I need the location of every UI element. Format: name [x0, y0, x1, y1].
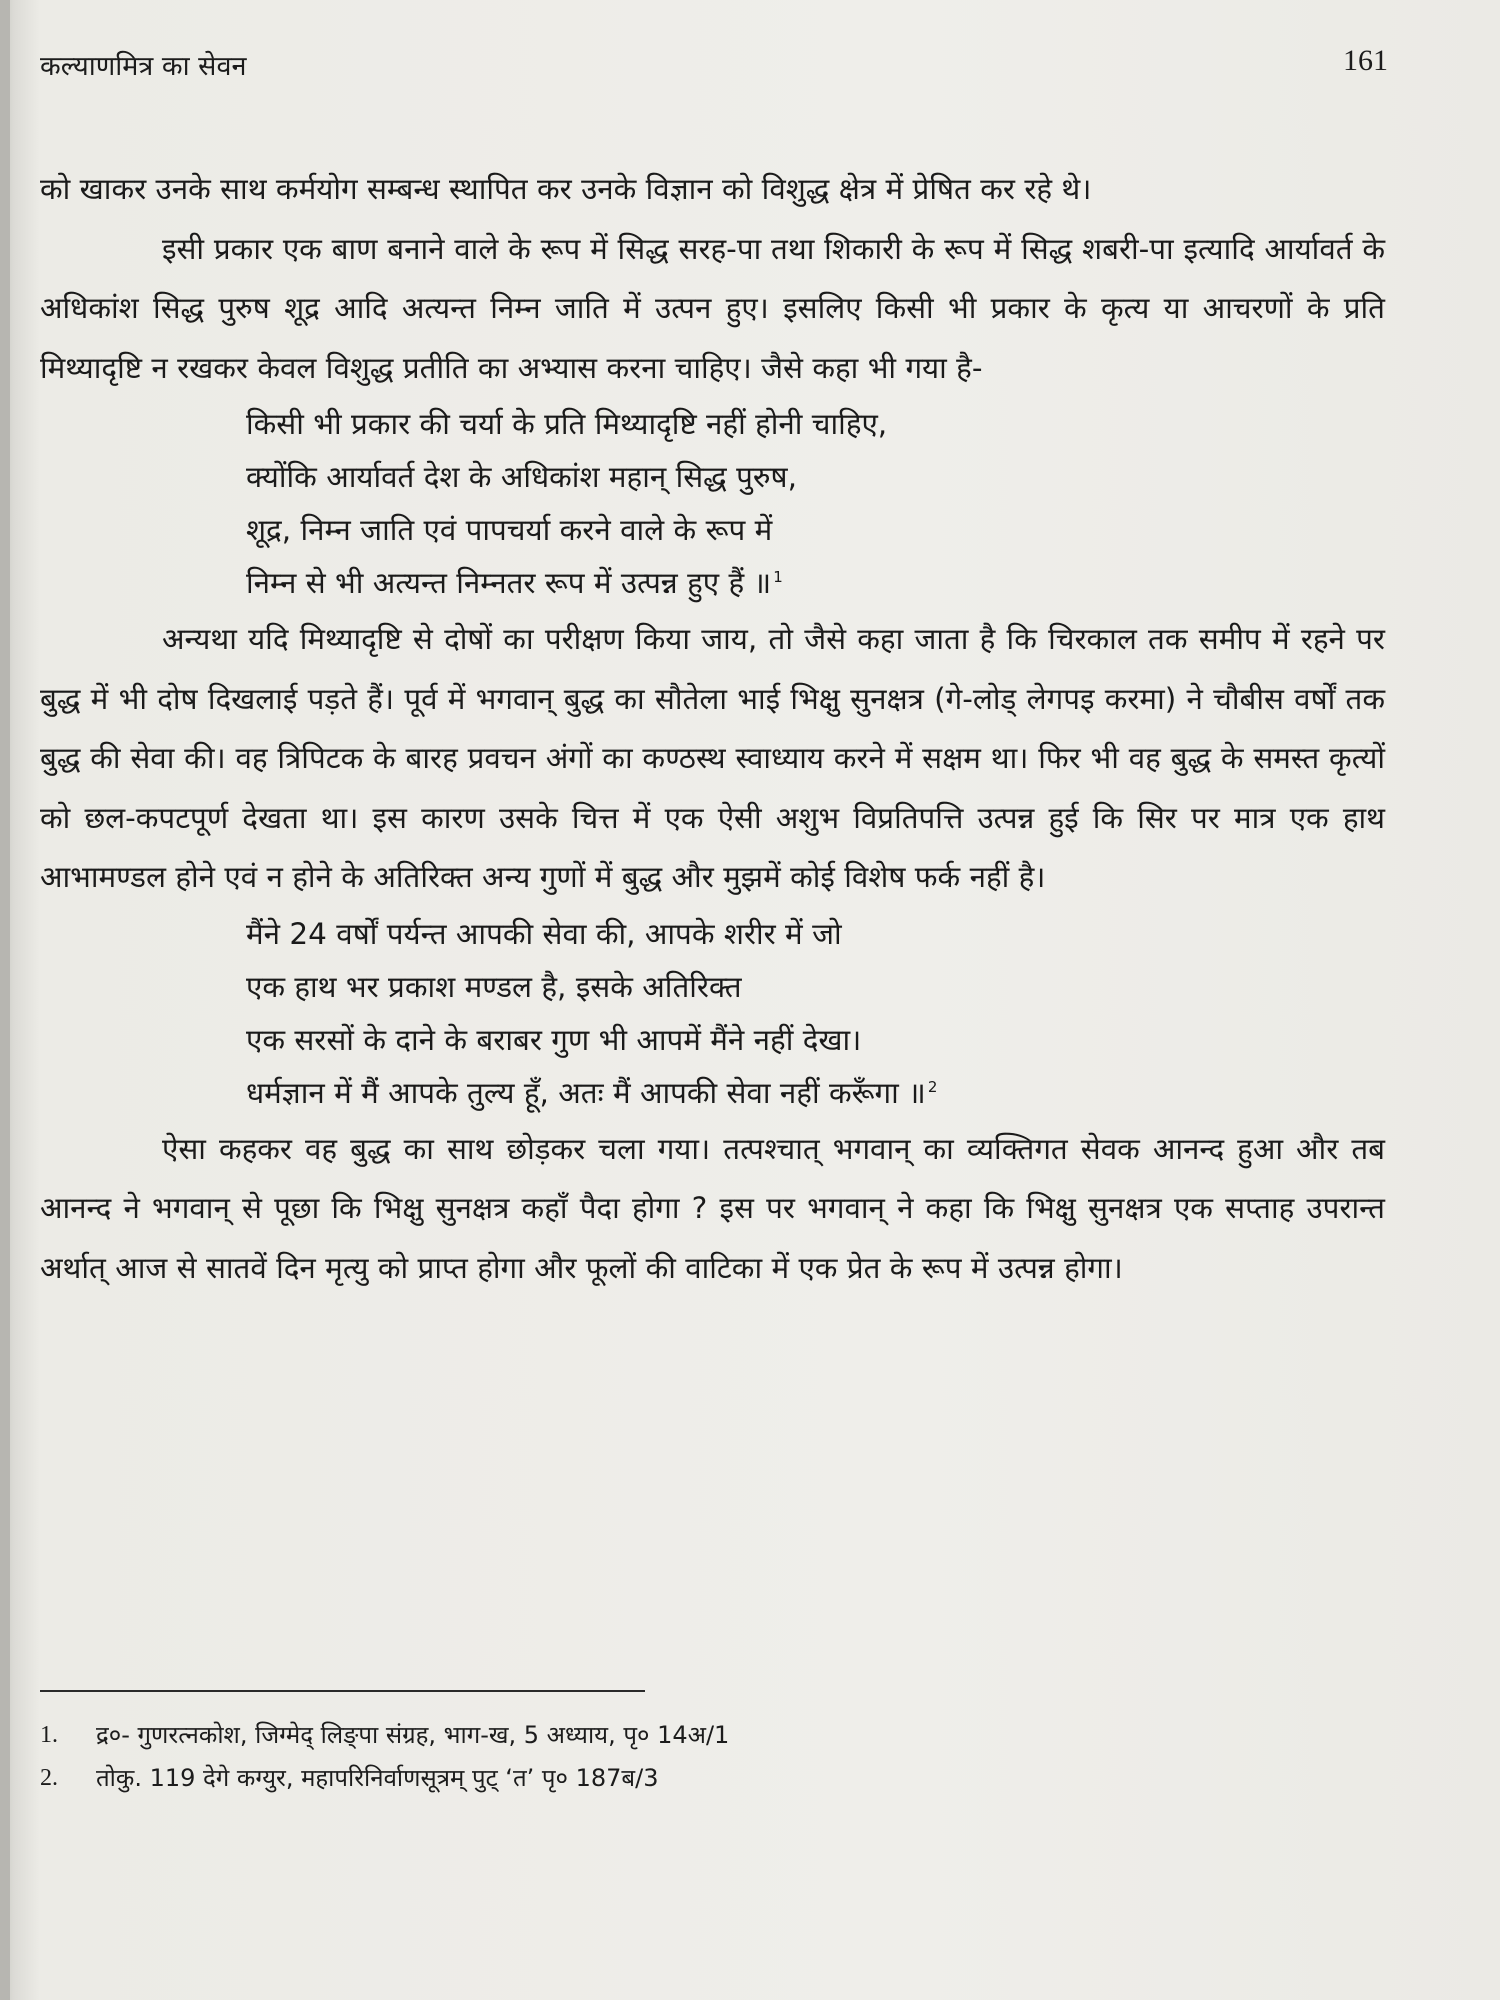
verse-quote-2 [40, 908, 1385, 1120]
footnote-ref-1[interactable]: 1 [773, 568, 783, 587]
verse-quote-1 [40, 398, 1385, 610]
page-gutter-shadow [0, 0, 10, 2000]
footnote-2-number: 2. [40, 1765, 58, 1791]
paragraph-3: अन्यथा यदि मिथ्यादृष्टि से दोषों का परीक्षण किया जाय, तो जैसे कहा जाता है कि चिरकाल तक समीप में रहने पर बुद्ध में भी दोष दिखलाई पड़ते हैं। पूर्व में भगवान् बुद्ध का सौतेला भाई भिक्षु सुनक्षत्र (गे-लोड् लेगपइ करमा) ने चौबीस वर्षों तक बुद्ध की सेवा की। वह त्रिपिटक के बारह प्रवचन अंगों का कण्ठस्थ स्वाध्याय करने में सक्षम था। फिर भी वह बुद्ध के समस्त कृत्यों को छल-कपटपूर्ण देखता था। इस कारण उसके चित्त में एक ऐसी अशुभ विप्रतिपत्ति उत्पन्न हुई कि सिर पर मात्र एक हाथ आभामण्डल होने एवं न होने के अतिरिक्त अन्य गुणों में बुद्ध और मुझमें कोई विशेष फर्क नहीं है। [40, 622, 1385, 894]
footnote-2-text: तोकु. 119 देगे कग्युर, महापरिनिर्वाणसूत्रम् पुट् ‘त’ पृ० 187ब/3 [96, 1764, 659, 1792]
verse-1-line-4: निम्न से भी अत्यन्त निम्नतर रूप में उत्पन्न हुए हैं ॥ [246, 566, 772, 600]
verse-1-line-4-wrap [246, 557, 1385, 610]
verse-1-line-1: किसी भी प्रकार की चर्या के प्रति मिथ्यादृष्टि नहीं होनी चाहिए, [246, 407, 888, 441]
verse-1-line-2: क्योंकि आर्यावर्त देश के अधिकांश महान् सिद्ध पुरुष, [246, 460, 797, 494]
page-number: 161 [1343, 44, 1388, 77]
verse-2-line-3: एक सरसों के दाने के बराबर गुण भी आपमें मैंने नहीं देखा। [246, 1022, 862, 1057]
footnotes [40, 1714, 1340, 1800]
footnote-1-text: द्र०- गुणरत्नकोश, जिग्मेद् लिङ्पा संग्रह, भाग-ख, 5 अध्याय, पृ० 14अ/1 [96, 1721, 730, 1749]
verse-2-line-4: धर्मज्ञान में मैं आपके तुल्य हूँ, अतः मैं आपकी सेवा नहीं करूँगा ॥ [246, 1075, 926, 1110]
footnote-1 [40, 1714, 1340, 1757]
verse-2-line-1: मैंने 24 वर्षों पर्यन्त आपकी सेवा की, आपके शरीर में जो [246, 916, 842, 951]
verse-1-line-3: शूद्र, निम्न जाति एवं पापचर्या करने वाले के रूप में [246, 513, 773, 547]
paragraph-4: ऐसा कहकर वह बुद्ध का साथ छोड़कर चला गया। तत्पश्चात् भगवान् का व्यक्तिगत सेवक आनन्द हुआ और तब आनन्द ने भगवान् से पूछा कि भिक्षु सुनक्षत्र कहाँ पैदा होगा ? इस पर भगवान् ने कहा कि भिक्षु सुनक्षत्र एक सप्ताह उपरान्त अर्थात् आज से सातवें दिन मृत्यु को प्राप्त होगा और फूलों की वाटिका में एक प्रेत के रूप में उत्पन्न होगा। [40, 1131, 1385, 1285]
footnote-2 [40, 1757, 1340, 1800]
paragraph-1: को खाकर उनके साथ कर्मयोग सम्बन्ध स्थापित कर उनके विज्ञान को विशुद्ध क्षेत्र में प्रेषित कर रहे थे। [40, 172, 1092, 206]
footnote-ref-2[interactable]: 2 [927, 1077, 938, 1096]
footnote-1-number: 1. [40, 1722, 58, 1748]
footnote-separator [40, 1690, 645, 1692]
paragraph-2: इसी प्रकार एक बाण बनाने वाले के रूप में सिद्ध सरह-पा तथा शिकारी के रूप में सिद्ध शबरी-पा इत्यादि आर्यावर्त के अधिकांश सिद्ध पुरुष शूद्र आदि अत्यन्त निम्न जाति में उत्पन हुए। इसलिए किसी भी प्रकार के कृत्य या आचरणों के प्रति मिथ्यादृष्टि न रखकर केवल विशुद्ध प्रतीति का अभ्यास करना चाहिए। जैसे कहा भी गया है- [40, 231, 1385, 385]
verse-2-line-4-wrap [246, 1067, 1385, 1120]
running-head: कल्याणमित्र का सेवन [40, 51, 247, 82]
body-text [40, 160, 1385, 1298]
verse-2-line-2: एक हाथ भर प्रकाश मण्डल है, इसके अतिरिक्त [246, 969, 742, 1004]
